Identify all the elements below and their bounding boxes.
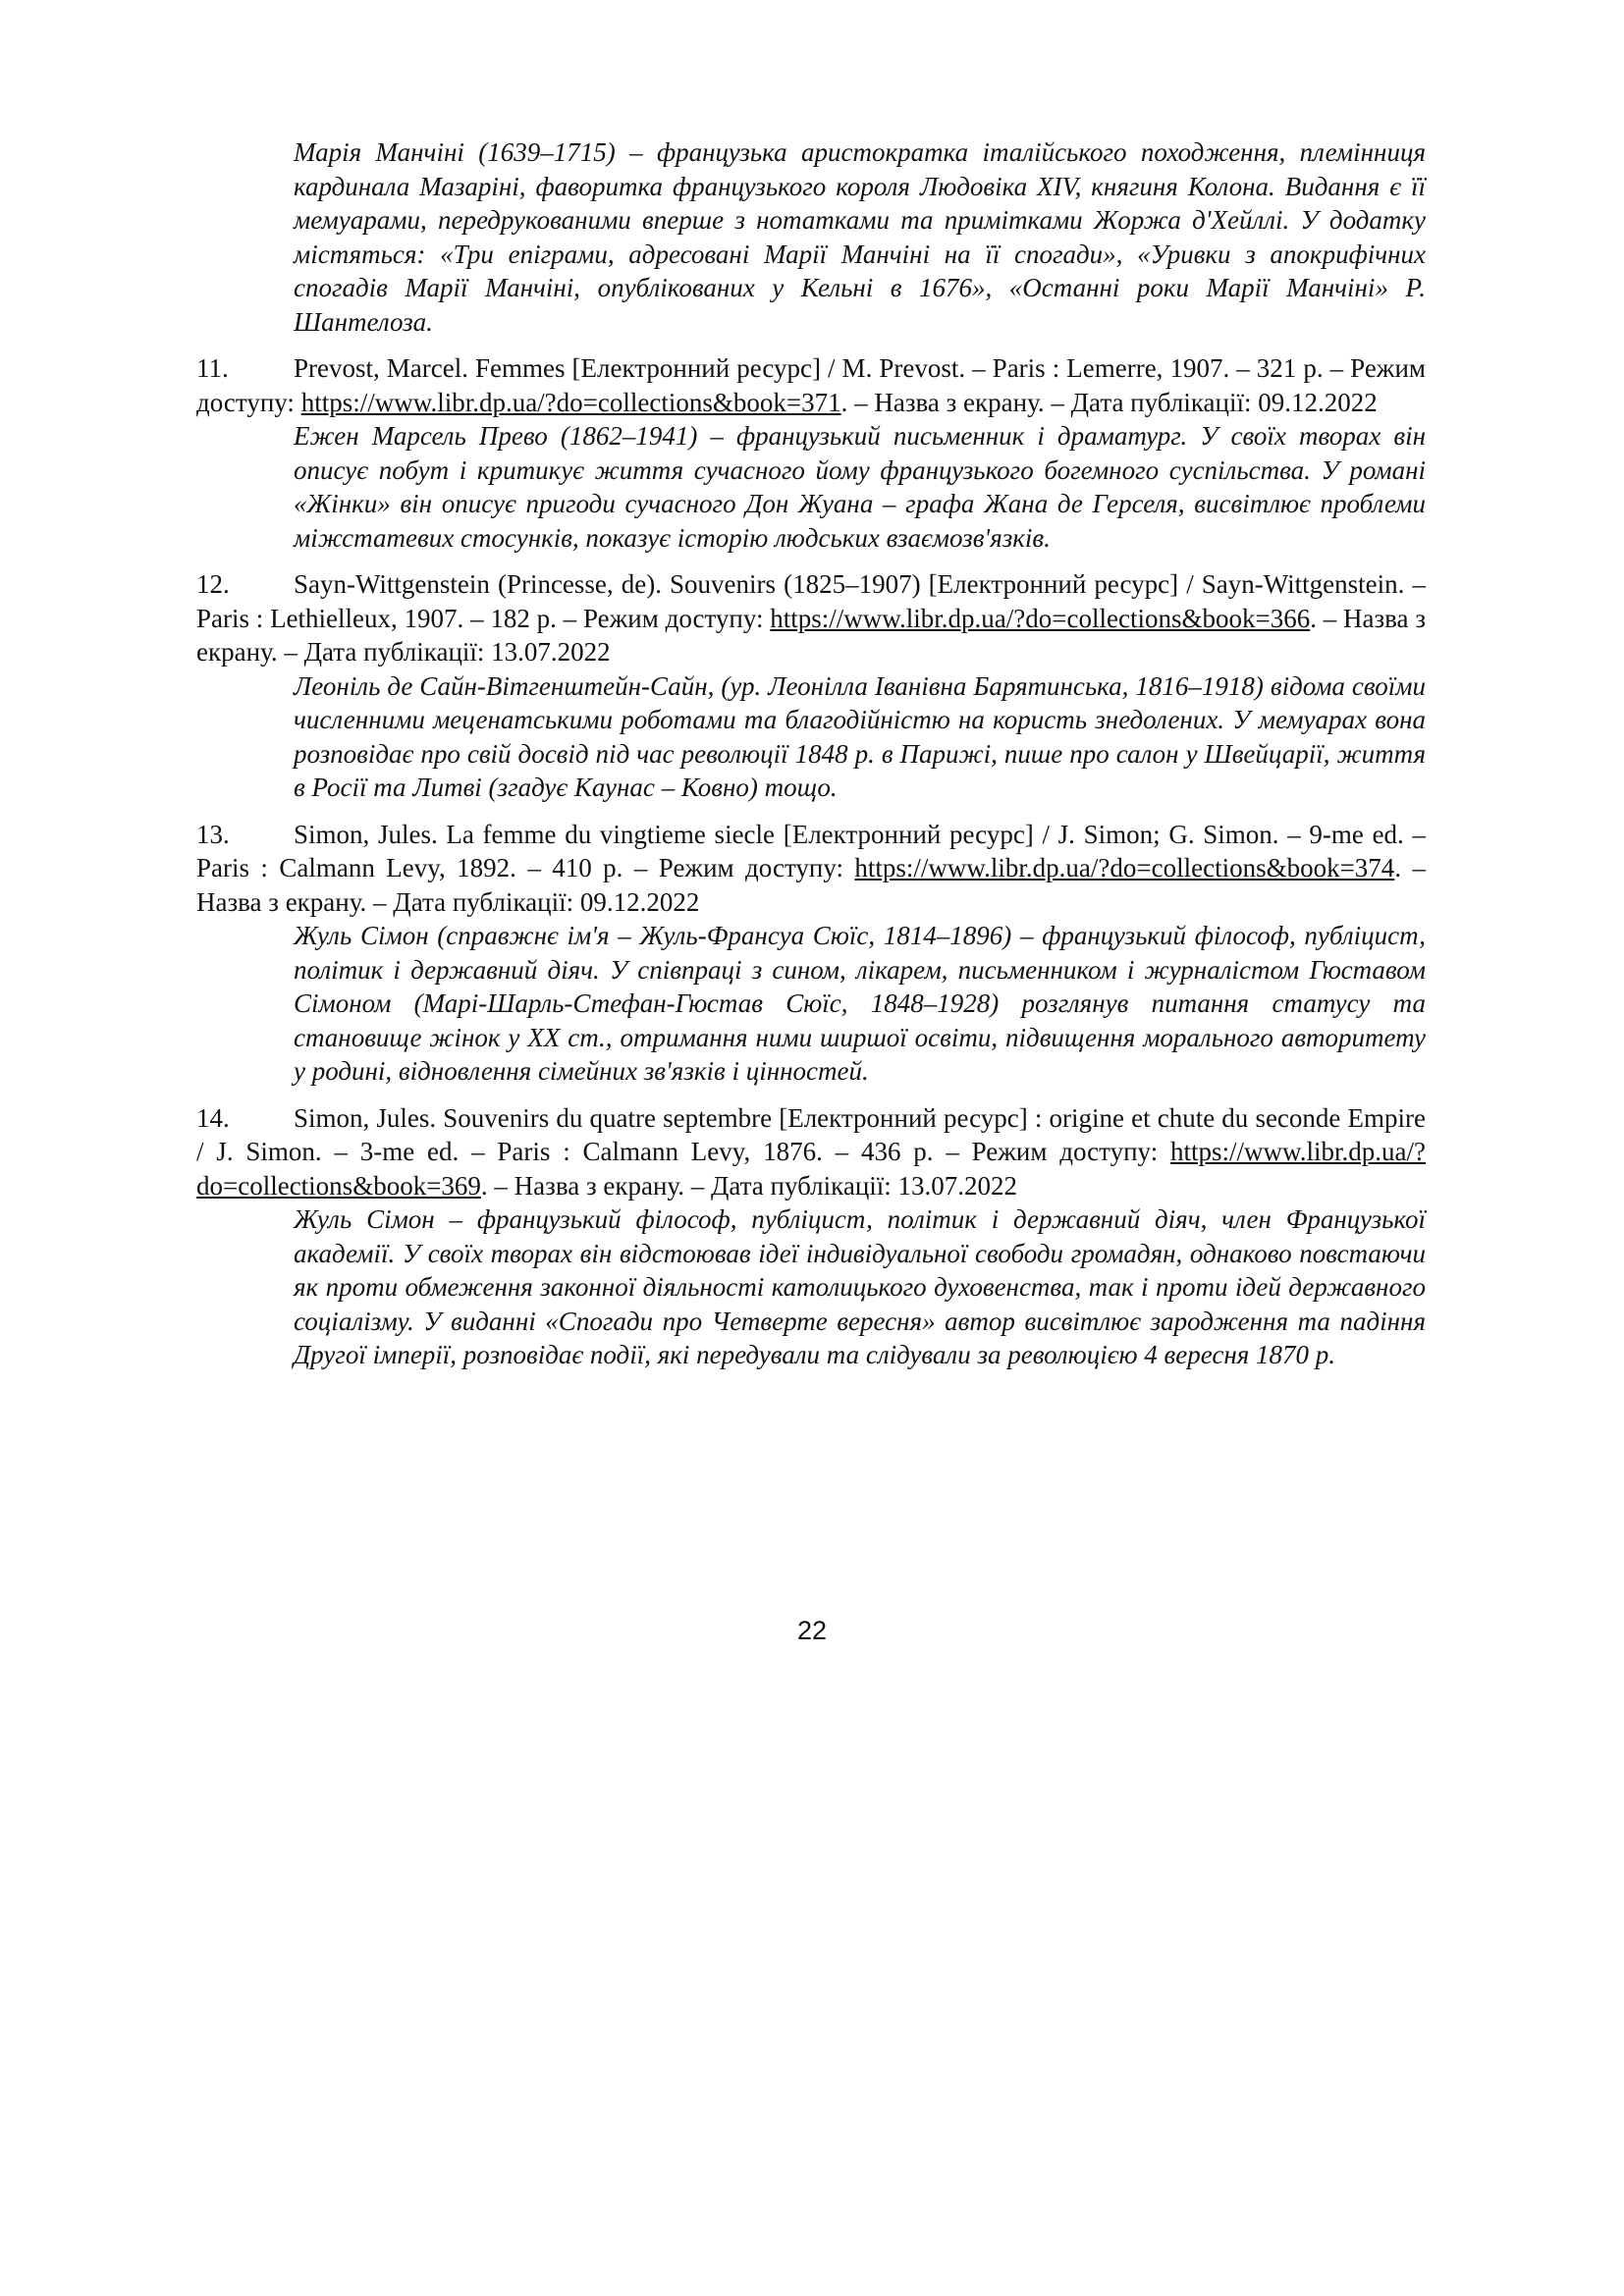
entry-citation: Sayn-Wittgenstein (Princesse, de). Souvenirs (1825–1907) [Електронний ресурс] / Sayn-Wittgenstein. – Paris : Lethielleux, 1907. – 182 p. – Режим доступу: (196, 569, 1426, 633)
entry-citation-tail: . – Назва з екрану. – Дата публікації: 13.07.2022 (480, 1170, 1018, 1201)
page-number: 22 (796, 1616, 828, 1645)
entry-annotation-intro: Марія Манчіні (1639–1715) – французька аристократка італійського походження, племінниця кардинала Мазаріні, фаворитка французького короля Людовіка XIV, княгиня Колона. Видання є її мемуарами, передрукованими вперше з нотатками та примітками Жоржа д'Хейллі. У додатку містяться: «Три епіграми, адресовані Марії Манчіні на її спогади», «Уривки з апокрифічних спогадів Марії Манчіні, опублікованих у Кельні в 1676», «Останні роки Марії Манчіні» Р. Шантелоза. (294, 137, 1426, 337)
entry-link[interactable]: https://www.libr.dp.ua/?do=collections&book=369 (196, 1137, 1426, 1201)
entry-link[interactable]: https://www.libr.dp.ua/?do=collections&book=374 (854, 853, 1395, 882)
entry-citation: Simon, Jules. La femme du vingtieme siecle [Електронний ресурс] / J. Simon; G. Simon. – 9-me ed. – Paris : Calmann Levy, 1892. – 410 p. – Режим доступу: (196, 819, 1426, 882)
entry-annotation: Жуль Сімон (справжнє ім'я – Жуль-Франсуа Сюїс, 1814–1896) – французький філософ, публіцист, політик і державний діяч. У співпраці з сином, лікарем, письменником і журналістом Гюставом Сімоном (Марі-Шарль-Стефан-Гюстав Сюїс, 1848–1928) розглянув питання статусу та становище жінок у ХХ ст., отримання ними ширшої освіти, підвищення морального авторитету у родині, відновлення сімейних зв'язків і цінностей. (294, 921, 1426, 1086)
entry-number: 13. (196, 819, 230, 849)
entry-citation-tail: . – Назва з екрану. – Дата публікації: 09.12.2022 (196, 853, 1426, 917)
bibliography-entry-14 (196, 1101, 1426, 1203)
entry-citation-tail: . – Назва з екрану. – Дата публікації: 09.12.2022 (840, 387, 1378, 417)
entry-number: 11. (196, 353, 229, 383)
entry-annotation: Жуль Сімон – французький філософ, публіцист, політик і державний діяч, член Французької академії. У своїх творах він відстоював ідеї індивідуальної свободи громадян, однаково повстаючи як проти обмеження законної діяльності католицького духовенства, так і проти ідей державного соціалізму. У виданні «Спогади про Четверте вересня» автор висвітлює зародження та падіння Другої імперії, розповідає події, які передували та слідували за революцією 4 вересня 1870 р. (294, 1204, 1426, 1369)
bibliography-entry-13 (196, 818, 1426, 920)
entry-citation-tail: . – Назва з екрану. – Дата публікації: 13.07.2022 (196, 603, 1426, 667)
bibliography-entry-11 (196, 351, 1426, 419)
bibliography-entry-12 (196, 567, 1426, 669)
entry-number: 14. (196, 1102, 230, 1133)
entry-annotation: Ежен Марсель Прево (1862–1941) – французький письменник і драматург. У своїх творах він описує побут і критикує життя сучасного йому французького богемного суспільства. У романі «Жінки» він описує пригоди сучасного Дон Жуана – графа Жана де Герселя, висвітлює проблеми міжстатевих стосунків, показує історію людських взаємозв'язків. (294, 421, 1426, 553)
entry-number: 12. (196, 569, 230, 599)
entry-citation: Simon, Jules. Souvenirs du quatre septembre [Електронний ресурс] : origine et chute du seconde Empire / J. Simon. – 3-me ed. – Paris : Calmann Levy, 1876. – 436 p. – Режим доступу: (196, 1102, 1426, 1166)
entry-citation: Prevost, Marcel. Femmes [Електронний ресурс] / M. Prevost. – Paris : Lemerre, 1907. – 321 p. – Режим доступу: (196, 353, 1426, 417)
entry-annotation: Леоніль де Сайн-Вітгенштейн-Сайн, (ур. Леонілла Іванівна Барятинська, 1816–1918) відома своїми численними меценатськими роботами та благодійністю на користь знедолених. У мемуарах вона розповідає про свій досвід під час революції 1848 р. в Парижі, пише про салон у Швейцарії, життя в Росії та Литві (згадує Каунас – Ковно) тощо. (294, 670, 1426, 802)
entry-link[interactable]: https://www.libr.dp.ua/?do=collections&book=366 (770, 603, 1311, 633)
bibliography-content (196, 135, 1426, 1372)
entry-link[interactable]: https://www.libr.dp.ua/?do=collections&book=371 (300, 387, 841, 417)
